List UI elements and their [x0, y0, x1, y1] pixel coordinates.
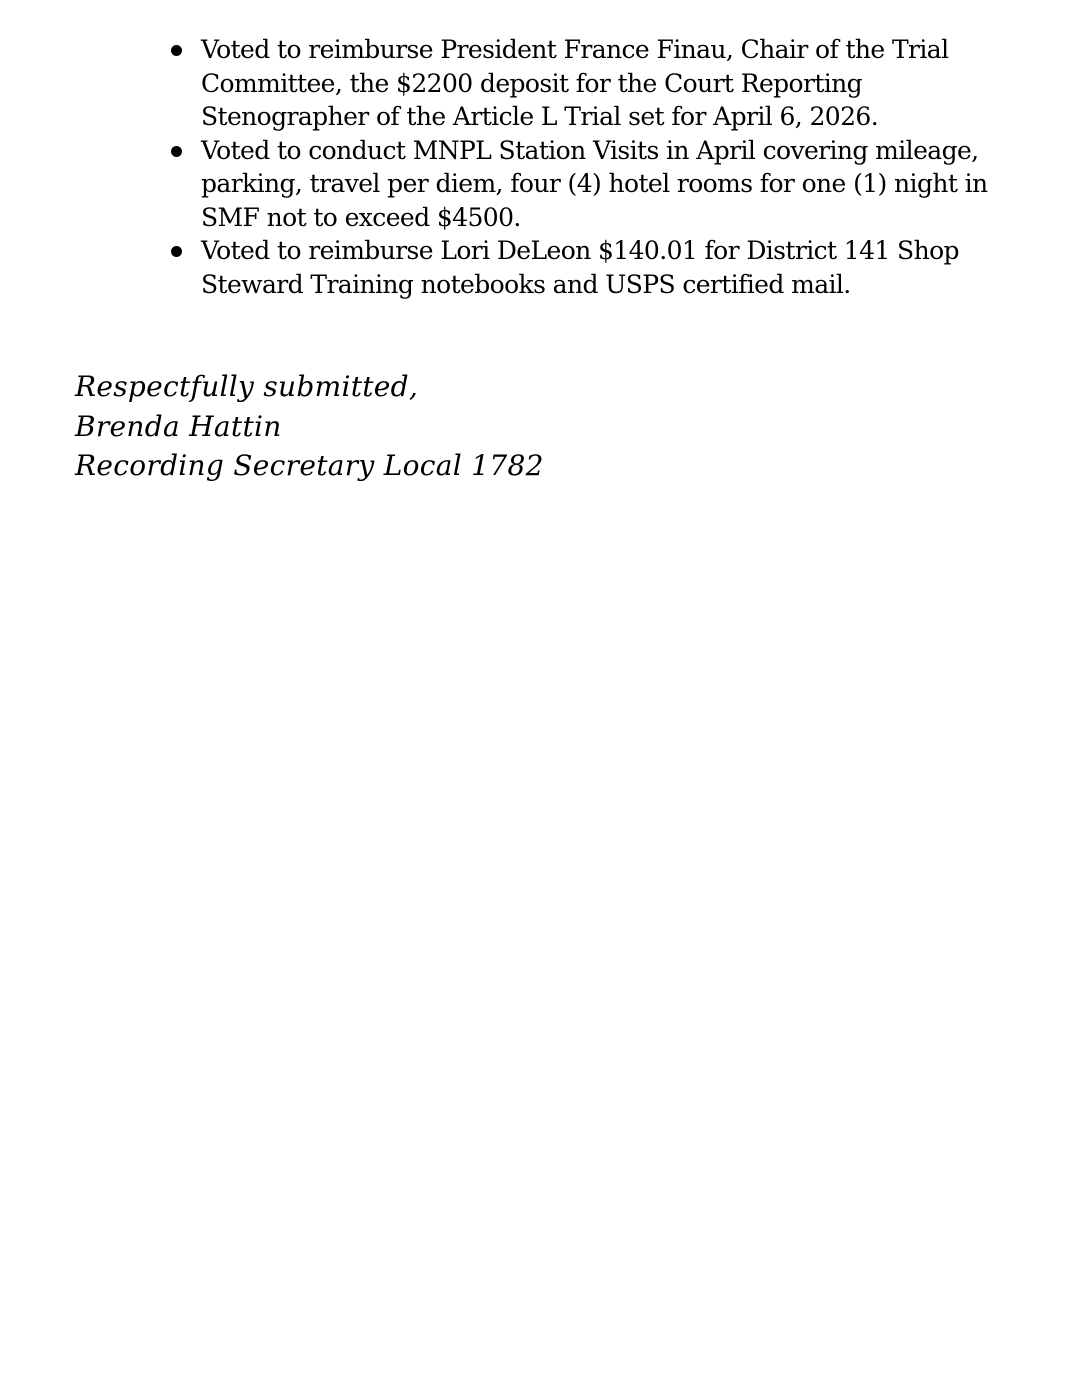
bullet-icon [171, 45, 182, 56]
signature-title: Recording Secretary Local 1782 [75, 449, 544, 482]
bullet-icon [171, 146, 182, 157]
bullet-icon [171, 246, 182, 257]
signature-block [75, 367, 875, 486]
signature-name: Brenda Hattin [75, 409, 282, 443]
signature-closing: Respectfully submitted, [75, 370, 419, 403]
motion-item [201, 234, 1001, 301]
motions-list [0, 33, 1080, 301]
motion-text: Voted to reimburse Lori DeLeon $140.01 for District 141 Shop Steward Training notebooks and USPS certified mail. [201, 236, 959, 299]
motion-item [201, 134, 1001, 235]
motion-text: Voted to reimburse President France Finau, Chair of the Trial Committee, the $2200 deposit for the Court Reporting Stenographer of the Article L Trial set for April 6, 2026. [201, 35, 949, 131]
motion-text: Voted to conduct MNPL Station Visits in April covering mileage, parking, travel per diem, four (4) hotel rooms for one (1) night in SMF not to exceed $4500. [201, 135, 988, 232]
motion-item [201, 33, 1001, 134]
